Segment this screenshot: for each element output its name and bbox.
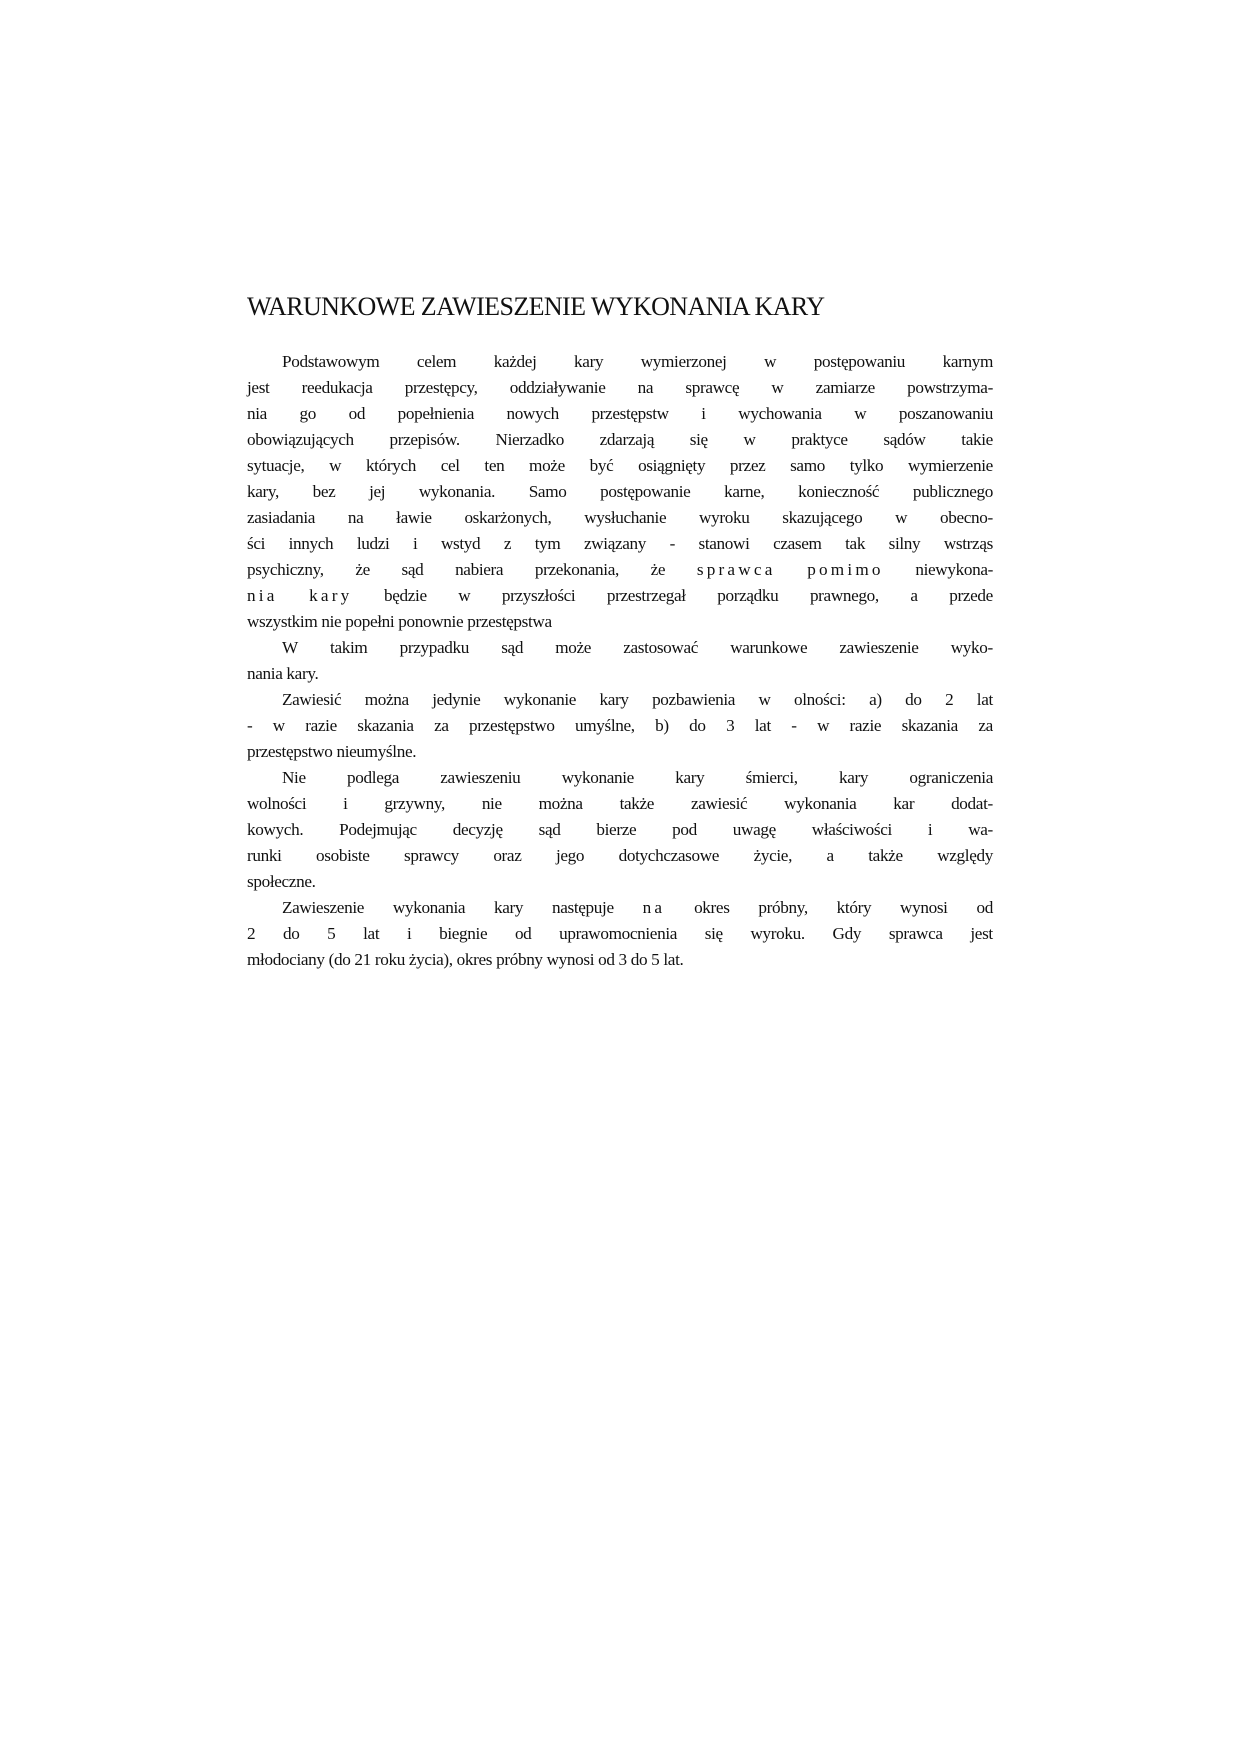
word: sprawca bbox=[696, 560, 776, 579]
word: jest bbox=[970, 924, 993, 943]
text-line: przestępstwo nieumyślne. bbox=[247, 742, 417, 761]
word: zawieszeniu bbox=[440, 768, 521, 787]
word: od bbox=[976, 898, 993, 917]
word: będzie bbox=[384, 586, 427, 605]
text-line bbox=[247, 479, 993, 505]
word: wyroku bbox=[699, 508, 750, 527]
word: zasiadania bbox=[247, 508, 316, 527]
word: takim bbox=[330, 638, 368, 657]
word: w bbox=[458, 586, 471, 605]
word: wyko- bbox=[950, 638, 993, 657]
word: grzywny, bbox=[384, 794, 445, 813]
word: i bbox=[413, 534, 418, 553]
word: 3 bbox=[726, 716, 735, 735]
word: na bbox=[637, 378, 654, 397]
word: w bbox=[854, 404, 867, 423]
word: kary bbox=[838, 768, 869, 787]
word: ławie bbox=[396, 508, 432, 527]
word: i bbox=[927, 820, 933, 839]
text-line bbox=[247, 791, 993, 817]
word: związany bbox=[583, 534, 647, 553]
word: lat bbox=[363, 924, 380, 943]
word: obowiązujących bbox=[247, 430, 354, 449]
text-line bbox=[247, 349, 993, 375]
word: na bbox=[642, 898, 666, 917]
text-line bbox=[247, 453, 993, 479]
word: lat bbox=[976, 690, 993, 709]
word: wolności bbox=[247, 794, 307, 813]
document-title: WARUNKOWE ZAWIESZENIE WYKONANIA KARY bbox=[247, 292, 825, 321]
word: przepisów. bbox=[389, 430, 460, 449]
word: stanowi bbox=[698, 534, 750, 553]
text-line bbox=[247, 921, 993, 947]
word: postępowanie bbox=[600, 482, 691, 501]
paragraph bbox=[247, 895, 993, 973]
word: zamiarze bbox=[815, 378, 875, 397]
word: każdej bbox=[493, 352, 537, 371]
word: celem bbox=[416, 352, 457, 371]
word: osiągnięty bbox=[638, 456, 706, 475]
word: i bbox=[701, 404, 706, 423]
word: zawieszenie bbox=[839, 638, 919, 657]
text-line: społeczne. bbox=[247, 872, 316, 891]
word: wysłuchanie bbox=[584, 508, 667, 527]
word: kary bbox=[574, 352, 604, 371]
word: samo bbox=[790, 456, 825, 475]
word: cel bbox=[440, 456, 460, 475]
word: powstrzyma- bbox=[907, 378, 993, 397]
word: a bbox=[910, 586, 918, 605]
word: podlega bbox=[347, 768, 400, 787]
word: kary bbox=[309, 586, 353, 605]
word: w bbox=[743, 430, 756, 449]
word: być bbox=[589, 456, 614, 475]
word: praktyce bbox=[791, 430, 848, 449]
word: do bbox=[905, 690, 922, 709]
text-line: wszystkim nie popełni ponownie przestępstwa bbox=[247, 612, 552, 631]
word: następuje bbox=[551, 898, 614, 917]
text-line bbox=[247, 817, 993, 843]
word: czasem bbox=[773, 534, 822, 553]
word: 2 bbox=[945, 690, 954, 709]
word: silny bbox=[888, 534, 921, 553]
text-line bbox=[247, 583, 993, 609]
word: przestępstw bbox=[591, 404, 669, 423]
word: wyroku. bbox=[750, 924, 805, 943]
word: przypadku bbox=[399, 638, 470, 657]
word: skazującego bbox=[782, 508, 863, 527]
word: do bbox=[282, 924, 300, 943]
word: właściwości bbox=[811, 820, 892, 839]
word: wstrząs bbox=[943, 534, 993, 553]
word: Podejmując bbox=[339, 820, 417, 839]
word: postępowaniu bbox=[813, 352, 906, 371]
word: go bbox=[299, 404, 317, 423]
word: tym bbox=[534, 534, 561, 553]
word: prawnego, bbox=[809, 586, 879, 605]
word: za bbox=[978, 716, 993, 735]
word: z bbox=[503, 534, 512, 553]
word: karnym bbox=[942, 352, 993, 371]
word: kary bbox=[599, 690, 629, 709]
word: przede bbox=[949, 586, 993, 605]
word: skazania bbox=[357, 716, 414, 735]
word: umyślne, bbox=[574, 716, 635, 735]
word: Samo bbox=[528, 482, 567, 501]
word: przyszłości bbox=[501, 586, 576, 605]
word: takie bbox=[961, 430, 993, 449]
text-line bbox=[247, 687, 993, 713]
word: wymierzenie bbox=[907, 456, 993, 475]
word: Nierzadko bbox=[495, 430, 564, 449]
word: próbny, bbox=[758, 898, 808, 917]
word: Zawieszenie bbox=[282, 898, 365, 917]
word: że bbox=[650, 560, 666, 579]
word: wa- bbox=[968, 820, 993, 839]
word: sądów bbox=[883, 430, 926, 449]
word: dodat- bbox=[951, 794, 993, 813]
word: uwagę bbox=[732, 820, 776, 839]
word: śmierci, bbox=[745, 768, 798, 787]
word: bierze bbox=[596, 820, 637, 839]
text-line bbox=[247, 895, 993, 921]
word: pomimo bbox=[807, 560, 884, 579]
paragraph bbox=[247, 687, 993, 765]
word: - bbox=[247, 716, 253, 735]
word: nowych bbox=[506, 404, 559, 423]
word: Zawiesić bbox=[282, 690, 342, 709]
text-line bbox=[247, 505, 993, 531]
word: W bbox=[282, 638, 298, 657]
word: można bbox=[364, 690, 409, 709]
word: w bbox=[758, 690, 771, 709]
word: bez bbox=[312, 482, 336, 501]
word: sąd bbox=[538, 820, 561, 839]
word: reedukacja bbox=[301, 378, 373, 397]
document-body bbox=[247, 349, 993, 973]
word: przestrzegał bbox=[606, 586, 686, 605]
word: względy bbox=[937, 846, 993, 865]
word: wynosi bbox=[900, 898, 948, 917]
word: poszanowaniu bbox=[898, 404, 993, 423]
text-line bbox=[247, 427, 993, 453]
word: w bbox=[817, 716, 830, 735]
word: przestępcy, bbox=[404, 378, 478, 397]
word: kar bbox=[893, 794, 915, 813]
word: jego bbox=[555, 846, 585, 865]
word: że bbox=[355, 560, 370, 579]
word: pozbawienia bbox=[652, 690, 736, 709]
word: ograniczenia bbox=[909, 768, 993, 787]
word: razie bbox=[849, 716, 882, 735]
text-line bbox=[247, 713, 993, 739]
word: sprawcy bbox=[404, 846, 459, 865]
word: jej bbox=[369, 482, 386, 501]
word: od bbox=[514, 924, 532, 943]
word: zastosować bbox=[623, 638, 699, 657]
word: Podstawowym bbox=[282, 352, 380, 371]
text-line bbox=[247, 531, 993, 557]
word: a bbox=[826, 846, 834, 865]
word: w bbox=[895, 508, 908, 527]
word: okres bbox=[694, 898, 730, 917]
word: decyzję bbox=[452, 820, 503, 839]
word: może bbox=[529, 456, 565, 475]
word: innych bbox=[288, 534, 334, 553]
word: nie bbox=[481, 794, 502, 813]
paragraph bbox=[247, 349, 993, 635]
word: osobiste bbox=[316, 846, 370, 865]
word: oraz bbox=[493, 846, 522, 865]
word: w bbox=[329, 456, 342, 475]
word: niewykona- bbox=[915, 560, 993, 579]
text-line bbox=[247, 401, 993, 427]
paragraph bbox=[247, 635, 993, 687]
word: i bbox=[343, 794, 348, 813]
word: który bbox=[836, 898, 872, 917]
word: nia bbox=[247, 586, 278, 605]
word: uprawomocnienia bbox=[559, 924, 678, 943]
word: Gdy bbox=[832, 924, 862, 943]
word: razie bbox=[305, 716, 337, 735]
text-line bbox=[247, 765, 993, 791]
word: warunkowe bbox=[730, 638, 808, 657]
word: b) bbox=[655, 716, 669, 735]
word: wykonania. bbox=[418, 482, 496, 501]
word: przestępstwo bbox=[469, 716, 555, 735]
word: biegnie bbox=[439, 924, 488, 943]
word: sąd bbox=[401, 560, 424, 579]
word: wymierzonej bbox=[640, 352, 727, 371]
word: lat bbox=[754, 716, 771, 735]
word: jedynie bbox=[432, 690, 481, 709]
word: można bbox=[538, 794, 583, 813]
word: ten bbox=[484, 456, 505, 475]
word: skazania bbox=[901, 716, 958, 735]
word: do bbox=[689, 716, 706, 735]
word: sytuacje, bbox=[247, 456, 305, 475]
word: dotychczasowe bbox=[618, 846, 720, 865]
word: się bbox=[704, 924, 723, 943]
word: kary bbox=[675, 768, 705, 787]
word: nabiera bbox=[455, 560, 504, 579]
word: się bbox=[689, 430, 708, 449]
word: kary, bbox=[247, 482, 279, 501]
word: przekonania, bbox=[534, 560, 619, 579]
word: także bbox=[868, 846, 903, 865]
word: których bbox=[365, 456, 416, 475]
word: karne, bbox=[724, 482, 765, 501]
word: przez bbox=[729, 456, 766, 475]
word: w bbox=[272, 716, 285, 735]
word: także bbox=[619, 794, 655, 813]
word: konieczność bbox=[798, 482, 880, 501]
word: oddziaływanie bbox=[509, 378, 606, 397]
word: sprawcę bbox=[685, 378, 740, 397]
text-line bbox=[247, 375, 993, 401]
word: tylko bbox=[849, 456, 884, 475]
word: psychiczny, bbox=[247, 560, 324, 579]
word: za bbox=[434, 716, 449, 735]
word: wykonanie bbox=[561, 768, 634, 787]
word: ści bbox=[247, 534, 266, 553]
word: tak bbox=[845, 534, 866, 553]
word: kowych. bbox=[247, 820, 304, 839]
word: 2 bbox=[247, 924, 256, 943]
word: publicznego bbox=[912, 482, 993, 501]
text-line: młodociany (do 21 roku życia), okres próbny wynosi od 3 do 5 lat. bbox=[247, 950, 684, 969]
word: pod bbox=[672, 820, 697, 839]
word: Nie bbox=[282, 768, 306, 787]
word: w bbox=[764, 352, 777, 371]
word: ludzi bbox=[356, 534, 390, 553]
word: i bbox=[406, 924, 412, 943]
word: wychowania bbox=[738, 404, 822, 423]
text-line bbox=[247, 843, 993, 869]
word: od bbox=[348, 404, 366, 423]
word: popełnienia bbox=[397, 404, 474, 423]
word: jest bbox=[247, 378, 270, 397]
text-line: nania kary. bbox=[247, 664, 319, 683]
word: wykonanie bbox=[503, 690, 577, 709]
word: wykonania bbox=[784, 794, 857, 813]
word: 5 bbox=[327, 924, 336, 943]
word: porządku bbox=[717, 586, 779, 605]
word: wykonania bbox=[392, 898, 466, 917]
word: nia bbox=[247, 404, 267, 423]
word: oskarżonych, bbox=[464, 508, 552, 527]
word: zdarzają bbox=[599, 430, 655, 449]
text-line bbox=[247, 557, 993, 583]
word: a) bbox=[869, 690, 882, 709]
word: może bbox=[555, 638, 592, 657]
word: kary bbox=[494, 898, 524, 917]
word: zawiesić bbox=[690, 794, 748, 813]
word: - bbox=[669, 534, 675, 553]
word: wstyd bbox=[440, 534, 481, 553]
paragraph bbox=[247, 765, 993, 895]
word: w bbox=[771, 378, 784, 397]
word: sprawca bbox=[888, 924, 943, 943]
word: życie, bbox=[753, 846, 793, 865]
word: sąd bbox=[501, 638, 524, 657]
text-line bbox=[247, 635, 993, 661]
word: runki bbox=[247, 846, 282, 865]
word: obecno- bbox=[940, 508, 993, 527]
word: olności: bbox=[794, 690, 846, 709]
word: na bbox=[347, 508, 364, 527]
word: - bbox=[791, 716, 797, 735]
